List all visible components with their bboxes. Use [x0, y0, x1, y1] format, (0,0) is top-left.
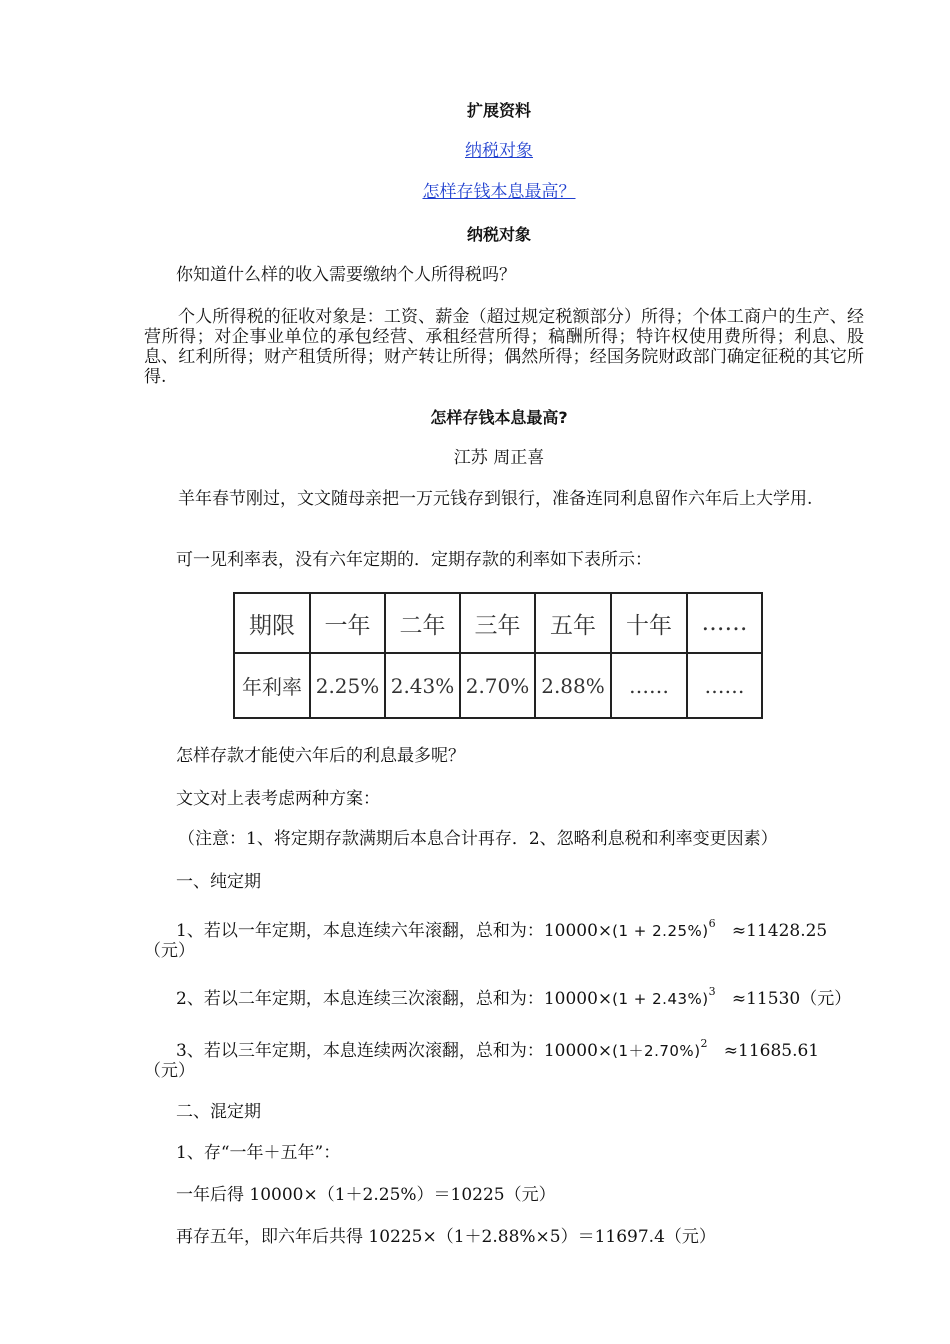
- table-cell: 三年: [460, 593, 535, 653]
- story-intro: 羊年春节刚过，文文随母亲把一万元钱存到银行，准备连同利息留作六年后上大学用.: [178, 489, 813, 509]
- mix-plan1-step1: 一年后得 10000×（1＋2.25%）＝10225（元）: [176, 1185, 556, 1205]
- formula-exponent: 6: [708, 917, 716, 930]
- plans-question: 怎样存款才能使六年后的利息最多呢？: [176, 746, 465, 766]
- table-cell: 年利率: [234, 653, 310, 718]
- note: （注意：1、将定期存款满期后本息合计再存．2、忽略利息税和利率变更因素）: [178, 829, 778, 849]
- plan1-line1-unit: （元）: [144, 941, 195, 961]
- interest-rate-table: [233, 592, 763, 719]
- link-tax-object[interactable]: 纳税对象: [465, 141, 533, 161]
- plan1-title: 一、纯定期: [176, 872, 261, 892]
- table-cell: 十年: [611, 593, 687, 653]
- table-cell: 2.43%: [385, 653, 460, 718]
- formula-result: ≈11530（元）: [731, 989, 852, 1009]
- plan1-line3: [176, 1037, 820, 1063]
- table-cell: 一年: [310, 593, 385, 653]
- author: 江苏 周正喜: [453, 448, 545, 468]
- tax-body: 个人所得税的征收对象是：工资、薪金（超过规定税额部分）所得；个体工商户的生产、经营所得；对企事业单位的承包经营、承租经营所得；稿酬所得；特许权使用费所得；利息、股息、红利所得；财产租赁所得；财产转让所得；偶然所得；经国务院财政部门确定征税的其它所得.: [144, 307, 864, 387]
- plan1-line1: [176, 917, 828, 943]
- table-cell: 2.25%: [310, 653, 385, 718]
- mix-plan1-title: 1、存“一年＋五年”：: [176, 1143, 341, 1163]
- table-cell: ……: [687, 653, 762, 718]
- formula-result: ≈11428.25: [731, 921, 828, 941]
- mix-plan1-step2: 再存五年，即六年后共得 10225×（1＋2.88%×5）＝11697.4（元）: [176, 1227, 716, 1247]
- table-cell: ……: [687, 593, 762, 653]
- plan2-title: 二、混定期: [176, 1102, 261, 1122]
- tax-question: 你知道什么样的收入需要缴纳个人所得税吗？: [176, 265, 516, 285]
- table-cell: ……: [611, 653, 687, 718]
- section-heading-tax: 纳税对象: [466, 225, 531, 244]
- formula-text: 2、若以二年定期，本息连续三次滚翻，总和为：10000×: [176, 989, 613, 1009]
- section-heading-savings: 怎样存钱本息最高?: [430, 408, 568, 427]
- table-cell: 2.70%: [460, 653, 535, 718]
- formula-exponent: 2: [700, 1037, 708, 1050]
- table-cell: 2.88%: [535, 653, 611, 718]
- plan1-line3-unit: （元）: [144, 1061, 195, 1081]
- formula-exponent: 3: [708, 985, 716, 998]
- table-intro: 可一见利率表，没有六年定期的．定期存款的利率如下表所示：: [176, 550, 652, 570]
- formula-text: 3、若以三年定期，本息连续两次滚翻，总和为：10000×: [176, 1041, 613, 1061]
- extended-heading: 扩展资料: [466, 101, 531, 120]
- two-plans: 文文对上表考虑两种方案：: [176, 789, 380, 809]
- formula-result: ≈11685.61: [723, 1041, 820, 1061]
- formula-text: 1、若以一年定期，本息连续六年滚翻，总和为：10000×: [176, 921, 613, 941]
- formula-expression: (1＋2.70%): [612, 1042, 701, 1060]
- table-cell: 期限: [234, 593, 310, 653]
- table-cell: 二年: [385, 593, 460, 653]
- plan1-line2: [176, 985, 852, 1011]
- table-cell: 五年: [535, 593, 611, 653]
- formula-expression: (1 + 2.43%): [612, 990, 709, 1008]
- formula-expression: (1 + 2.25%): [612, 922, 709, 940]
- link-savings[interactable]: 怎样存钱本息最高？: [422, 182, 576, 202]
